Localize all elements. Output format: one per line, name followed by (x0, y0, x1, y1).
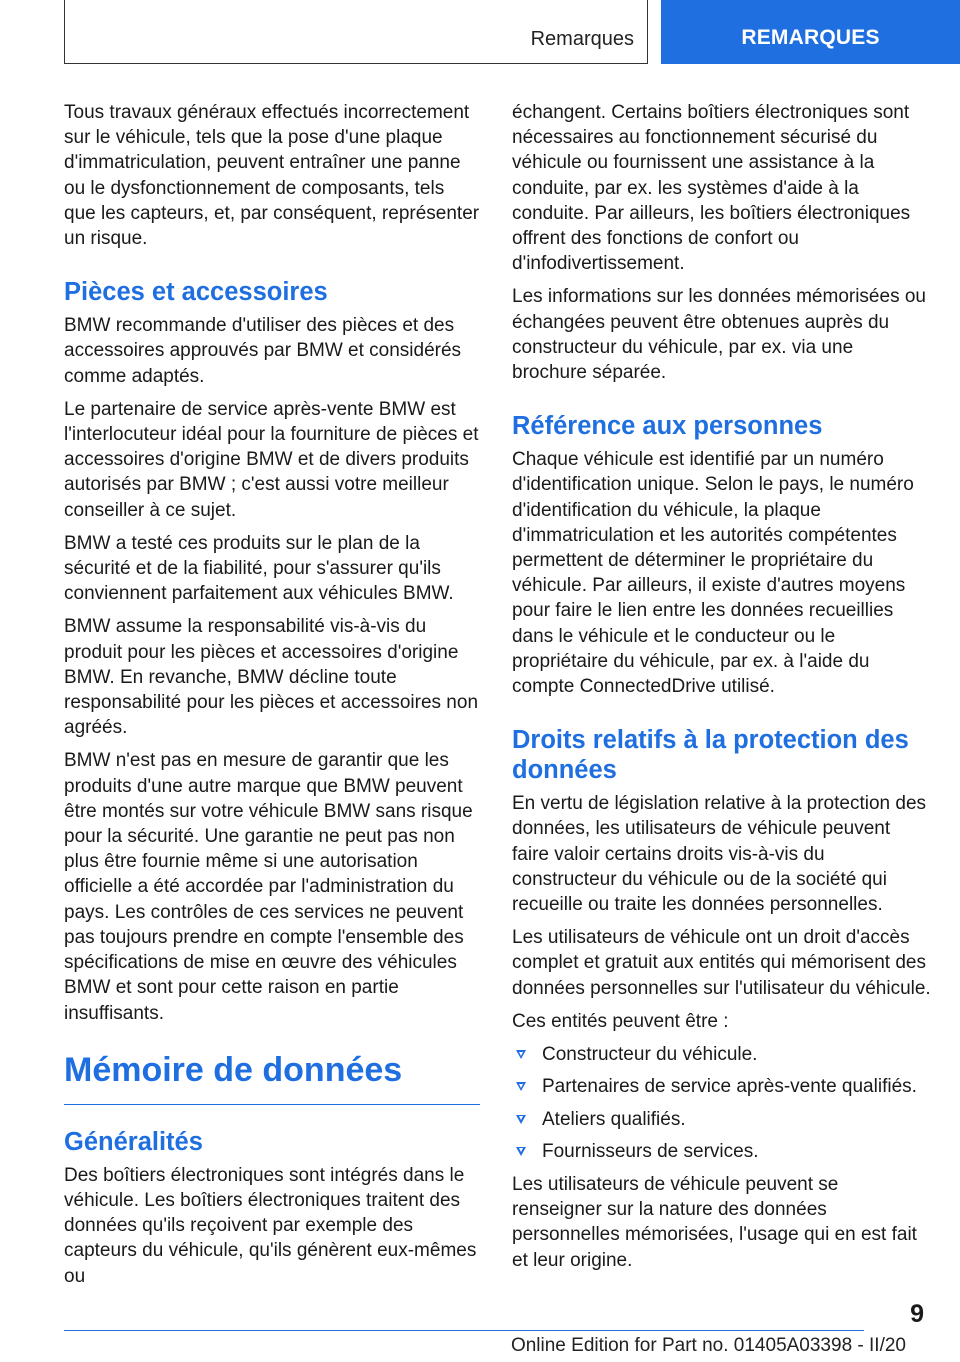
triangle-bullet-icon (516, 1147, 526, 1156)
section-heading: Droits relatifs à la protection des données (512, 726, 909, 785)
chapter-heading: Mémoire de données (64, 1050, 480, 1105)
paragraph: BMW recommande d'utiliser des pièces et des accessoires approuvés par BMW et considérés comme adaptés. (64, 315, 462, 387)
paragraph: Chaque véhicule est identifié par un numéro d'identification unique. Selon le pays, le numéro d'identification du véhicule, la plaque d'immatriculation et les autorités compétentes permettent de déterminer le propriétaire du véhicule. Par ailleurs, il existe d'autres moyens pour faire le lien entre les données recueillies dans le véhicule et le conducteur ou le propriétaire du véhicule, par ex. à l'aide du compte ConnectedDrive utilisé. (512, 449, 914, 698)
section-heading: Généralités (64, 1127, 203, 1156)
section-heading: Référence aux personnes (512, 412, 823, 441)
paragraph: échangent. Certains boîtiers électroniques sont nécessaires au fonctionnement sécurisé du véhicule ou fournissent une assistance à la conduite, par ex. les systèmes d'aide à la conduite. Par ailleurs, les boîtiers électroniques offrent des fonctions de confort ou d'infodivertissement. (512, 102, 911, 275)
list-item-text: Fournisseurs de services. (542, 1140, 759, 1162)
paragraph: Les informations sur les données mémorisées ou échangées peuvent être obtenues auprès du constructeur du véhicule, par ex. via une brochure séparée. (512, 286, 926, 384)
triangle-bullet-icon (516, 1082, 526, 1091)
paragraph: Le partenaire de service après-vente BMW est l'interlocuteur idéal pour la fourniture de pièces et accessoires d'origine BMW et de divers produits autorisés par BMW ; c'est aussi votre meilleur conseiller à ce sujet. (64, 398, 479, 521)
list-item (512, 1139, 932, 1164)
triangle-bullet-icon (516, 1115, 526, 1124)
page-number: 9 (910, 1300, 924, 1328)
list-item (512, 1074, 932, 1099)
list-item-text: Partenaires de service après-vente qualifiés. (542, 1076, 917, 1098)
right-column (512, 100, 932, 1281)
paragraph: Les utilisateurs de véhicule peuvent se renseigner sur la nature des données personnelles mémorisées, l'usage qui en est fait et leur origine. (512, 1173, 917, 1271)
list-item-text: Ateliers qualifiés. (542, 1108, 686, 1130)
paragraph: Ces entités peuvent être : (512, 1010, 729, 1032)
paragraph: Les utilisateurs de véhicule ont un droit d'accès complet et gratuit aux entités qui mémorisent des données personnelles sur l'utilisateur du véhicule. (512, 927, 931, 999)
footer-divider (64, 1330, 864, 1331)
section-heading: Pièces et accessoires (64, 278, 328, 307)
footer-edition-text: Online Edition for Part no. 01405A03398 - II/20 (510, 1335, 906, 1356)
triangle-bullet-icon (516, 1050, 526, 1059)
paragraph: Tous travaux généraux effectués incorrectement sur le véhicule, tels que la pose d'une plaque d'immatriculation, peuvent entraîner une panne ou le dysfonctionnement de composants, tels que les capteurs, et, par conséquent, représenter un risque. (64, 102, 480, 250)
paragraph: BMW a testé ces produits sur le plan de la sécurité et de la fiabilité, pour s'assurer qu'ils conviennent parfaitement aux véhicules BMW. (64, 532, 454, 605)
left-column (64, 100, 480, 1297)
list-item (512, 1042, 932, 1067)
paragraph: BMW n'est pas en mesure de garantir que les produits d'une autre marque que BMW peuvent être montés sur votre véhicule BMW sans risque pour la sécurité. Une garantie ne peut pas non plus être fournie même si une autorisation officielle a été accordée par l'administration du pays. Les contrôles de ces services ne peuvent pas toujours prendre en compte l'ensemble des spécifications de mise en œuvre des véhicules BMW et sont pour cette raison en partie insuffisants. (64, 750, 473, 1024)
entity-list (512, 1042, 932, 1164)
paragraph: Des boîtiers électroniques sont intégrés dans le véhicule. Les boîtiers électroniques traitent des données qu'ils reçoivent par exemple des capteurs du véhicule, qu'ils génèrent eux-mêmes ou (64, 1164, 477, 1287)
list-item (512, 1107, 932, 1132)
paragraph: En vertu de législation relative à la protection des données, les utilisateurs de véhicule peuvent faire valoir certains droits vis-à-vis du constructeur du véhicule ou de la société qui recueille ou traite les données personnelles. (512, 793, 927, 916)
header-section-label: Remarques (530, 28, 634, 50)
paragraph: BMW assume la responsabilité vis-à-vis du produit pour les pièces et accessoires d'origine BMW. En revanche, BMW décline toute responsabilité pour les pièces et accessoires non agréés. (64, 616, 479, 739)
list-item-text: Constructeur du véhicule. (542, 1044, 758, 1066)
header-chapter-tab: REMARQUES (661, 0, 960, 64)
